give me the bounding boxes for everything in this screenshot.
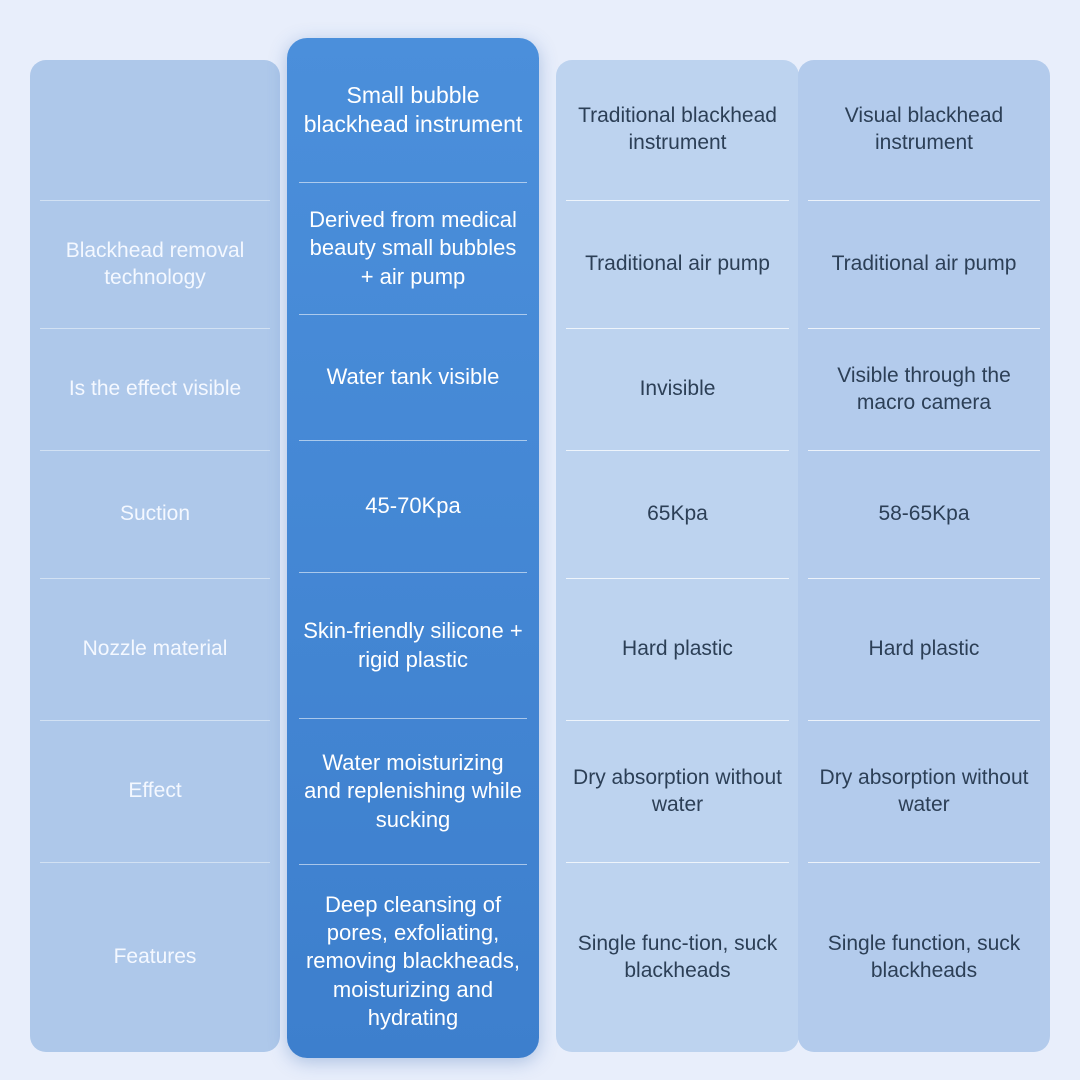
traditional-column-header: Traditional blackhead instrument	[578, 104, 777, 154]
visual-cell-features: Single function, suck blackheads	[808, 862, 1040, 1052]
row-label-effect: Effect	[40, 720, 270, 862]
highlight-cell-effect-visible: Water tank visible	[299, 314, 527, 440]
highlight-cell-suction: 45-70Kpa	[299, 440, 527, 572]
visual-cell-nozzle-material: Hard plastic	[808, 578, 1040, 720]
column-traditional-blackhead-instrument	[556, 60, 799, 1052]
label-column-header	[40, 60, 270, 200]
row-label-suction: Suction	[40, 450, 270, 578]
column-small-bubble-blackhead-instrument	[287, 38, 539, 1058]
highlight-cell-technology: Derived from medical beauty small bubbles + air pump	[299, 182, 527, 314]
highlight-cell-nozzle-material: Skin-friendly silicone + rigid plastic	[299, 572, 527, 718]
traditional-cell-effect-visible: Invisible	[566, 328, 789, 450]
visual-cell-effect: Dry absorption without water	[808, 720, 1040, 862]
traditional-cell-technology: Traditional air pump	[566, 200, 789, 328]
row-label-features: Features	[40, 862, 270, 1052]
traditional-cell-features: Single func-tion, suck blackheads	[566, 862, 789, 1052]
column-visual-blackhead-instrument	[798, 60, 1050, 1052]
row-label-blackhead-removal-technology: Blackhead removal technology	[40, 200, 270, 328]
row-label-nozzle-material: Nozzle material	[40, 578, 270, 720]
row-label-is-the-effect-visible: Is the effect visible	[40, 328, 270, 450]
visual-cell-effect-visible: Visible through the macro camera	[808, 328, 1040, 450]
visual-cell-technology: Traditional air pump	[808, 200, 1040, 328]
highlight-cell-features: Deep cleansing of pores, exfoliating, removing blackheads, moisturizing and hydrating	[299, 864, 527, 1058]
highlight-cell-effect: Water moisturizing and replenishing while sucking	[299, 718, 527, 864]
visual-column-header: Visual blackhead instrument	[844, 104, 1004, 154]
traditional-cell-suction: 65Kpa	[566, 450, 789, 578]
column-feature-labels	[30, 60, 280, 1052]
highlight-column-header: Small bubble blackhead instrument	[303, 81, 523, 137]
traditional-cell-nozzle-material: Hard plastic	[566, 578, 789, 720]
visual-cell-suction: 58-65Kpa	[808, 450, 1040, 578]
traditional-cell-effect: Dry absorption without water	[566, 720, 789, 862]
